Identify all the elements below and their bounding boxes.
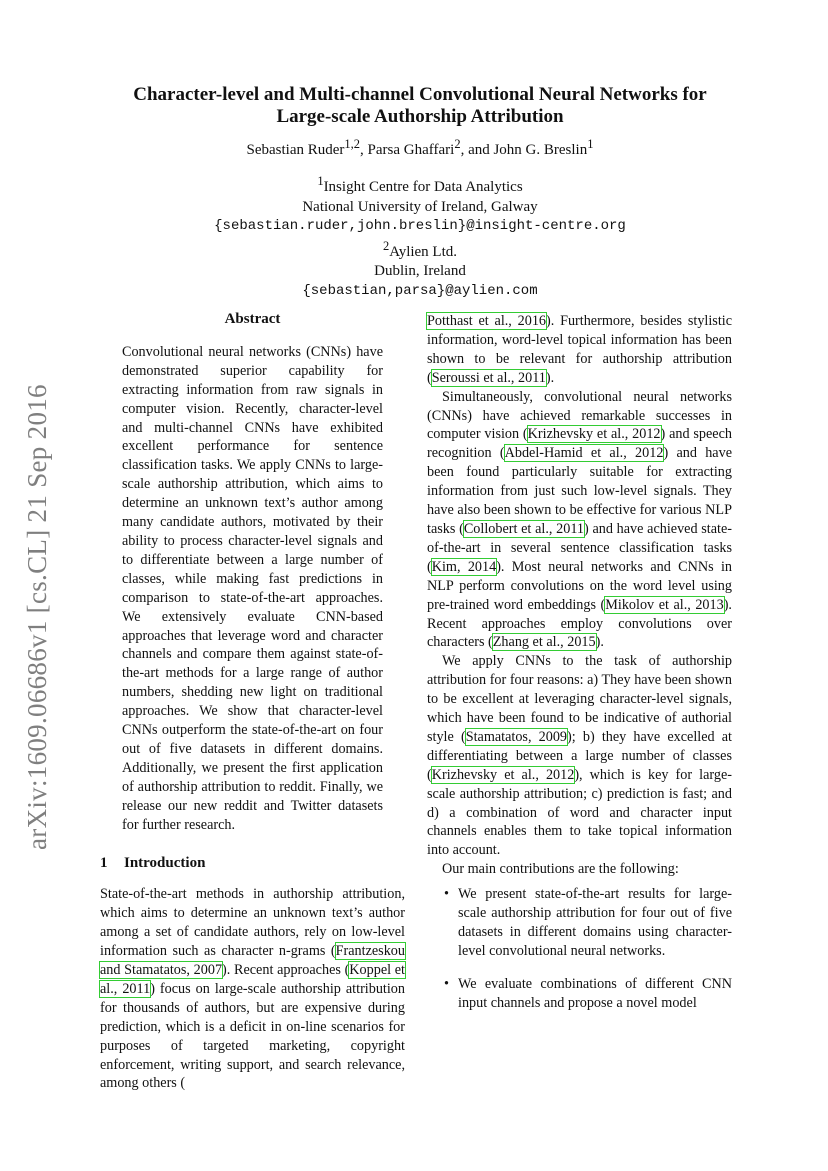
text-run: ). Most neural networks and CNNs in NLP perform convolutions on the word level using pre-trained word embeddings ( [427, 558, 732, 613]
affiliation-2-email: {sebastian,parsa}@aylien.com [302, 282, 538, 299]
paper-title [100, 84, 740, 128]
citation-link[interactable]: Potthast et al., 2016 [427, 313, 547, 329]
bullet-icon: • [444, 975, 449, 992]
affiliation-2-city: Dublin, Ireland [374, 263, 466, 279]
text-run: ) focus on large-scale authorship attribution for thousands of authors, but are expensive during prediction, which is a deficit in on-line scenarios for purposes of targeted marketing, copyright enforcement, writing support, and search relevance, among others ( [100, 980, 405, 1092]
section-number: 1 [100, 855, 108, 872]
abstract-text: Convolutional neural networks (CNNs) have demonstrated superior capability for extracting information from raw signals in computer vision. Recently, character-level and multi-channel CNNs have exhibited excellent performance for sentence classification tasks. We apply CNNs to large-scale authorship attribution, which aims to determine an unknown text’s author among many candidate authors, motivated by their ability to process character-level signals and to differentiate between a large number of classes, while making fast predictions in comparison to state-of-the-art approaches. We extensively evaluate CNN-based approaches that leverage word and character channels and compare them against state-of-the-art methods for a large range of author numbers, shedding new light on traditional approaches. We show that character-level CNNs outperform the state-of-the-art on four out of five datasets in different domains. Additionally, we present the first application of authorship attribution to reddit. Finally, we release our new reddit and Twitter datasets for further research. [122, 343, 383, 833]
author-name: Sebastian Ruder [246, 142, 345, 158]
text-run: ). [595, 634, 604, 651]
text-run: ). Recent approaches ( [222, 962, 350, 978]
text-run: ) and have achieved state-of-the-art in several sentence classification tasks ( [427, 520, 732, 575]
bullet-icon: • [444, 886, 449, 903]
section-title: Introduction [124, 855, 206, 872]
affiliation-name: Aylien Ltd. [389, 243, 458, 260]
affiliations [100, 172, 740, 301]
left-column [100, 310, 405, 1093]
citation-link[interactable]: Krizhevsky et al., 2012 [431, 766, 575, 783]
text-run: ). [545, 369, 555, 386]
affiliation-1-name [100, 172, 740, 198]
list-item [427, 975, 732, 1013]
list-item-text: We present state-of-the-art results for large-scale authorship attribution for four out of five datasets in different domains using character-level convolutional neural networks. [458, 886, 732, 959]
right-column [427, 312, 732, 1027]
paper-header [100, 84, 740, 301]
affiliation-2-name [100, 237, 740, 263]
citation-link[interactable]: Seroussi et al., 2011 [431, 369, 546, 386]
intro-paragraph-3 [427, 652, 732, 860]
citation-link[interactable]: Koppel et al., 2011 [100, 962, 405, 997]
list-item [427, 885, 732, 961]
affiliation-mark: 1 [317, 174, 324, 188]
affiliation-mark: 2 [382, 238, 390, 253]
text-run: ). Furthermore, besides stylistic information, word-level topical information has been shown to be relevant for authorship attribution ( [427, 313, 732, 386]
affiliation-1-university: National University of Ireland, Galway [302, 198, 538, 215]
affiliation-name: Insight Centre for Data Analytics [323, 179, 523, 195]
contributions-list [427, 885, 732, 1012]
text-run: ), which is key for large-scale authorship attribution; c) prediction is fast; and d) a combination of word and character input channels enables them to take topical information into account. [427, 766, 732, 859]
intro-paragraph-1-continued [427, 312, 732, 388]
citation-link[interactable]: Abdel-Hamid et al., 2012 [504, 445, 664, 462]
text-run: State-of-the-art methods in authorship attribution, which aims to determine an unknown text’s author among a set of candidate authors, rely on low-level information such as character n-grams ( [100, 886, 405, 960]
intro-paragraph-2 [427, 388, 732, 653]
title-line-2: Large-scale Authorship Attribution [276, 106, 564, 127]
arxiv-identifier: arXiv:1609.06686v1 [cs.CL] 21 Sep 2016 [22, 384, 52, 850]
author-name: , and John G. Breslin [460, 142, 588, 158]
citation-link[interactable]: Collobert et al., 2011 [463, 520, 584, 537]
author-affiliation-mark: 2 [454, 137, 461, 151]
intro-paragraph-1 [100, 885, 405, 1093]
text-run: We apply CNNs to the task of authorship attribution for four reasons: a) They have been shown to be excellent at leveraging character-level signals, which have been found to be indicative of authorial style ( [427, 653, 732, 745]
citation-link[interactable]: Kim, 2014 [431, 558, 497, 575]
author-name: , Parsa Ghaffari [360, 142, 455, 158]
affiliation-1-email: {sebastian.ruder,john.breslin}@insight-centre.org [214, 218, 626, 234]
citation-link[interactable]: Krizhevsky et al., 2012 [527, 426, 661, 443]
author-list [100, 135, 740, 159]
text-run: ) and have been found particularly suitable for extracting information from just such low-level signals. They have also been shown to be effective for various NLP tasks ( [427, 445, 732, 537]
text-run: ). Recent approaches employ convolutions over characters ( [427, 596, 732, 651]
title-line-1: Character-level and Multi-channel Convolutional Neural Networks for [133, 84, 707, 105]
text-run: ) and speech recognition ( [427, 426, 732, 462]
citation-link[interactable]: Stamatatos, 2009 [465, 728, 568, 745]
abstract-heading: Abstract [224, 311, 281, 327]
intro-paragraph-4: Our main contributions are the following: [442, 861, 679, 878]
citation-link[interactable]: Mikolov et al., 2013 [605, 596, 724, 613]
citation-link[interactable]: Frantzeskou and Stamatatos, 2007 [100, 943, 405, 978]
citation-link[interactable]: Zhang et al., 2015 [492, 634, 596, 651]
text-run: Simultaneously, convolutional neural networks (CNNs) have achieved remarkable successes in computer vision ( [427, 388, 732, 443]
section-heading-introduction [100, 854, 405, 873]
author-affiliation-mark: 1,2 [344, 137, 361, 151]
list-item-text: We evaluate combinations of different CNN input channels and propose a novel model [458, 975, 732, 1011]
author-affiliation-mark: 1 [587, 137, 594, 151]
text-run: ); b) they have excelled at differentiating between a large number of classes ( [427, 728, 732, 783]
